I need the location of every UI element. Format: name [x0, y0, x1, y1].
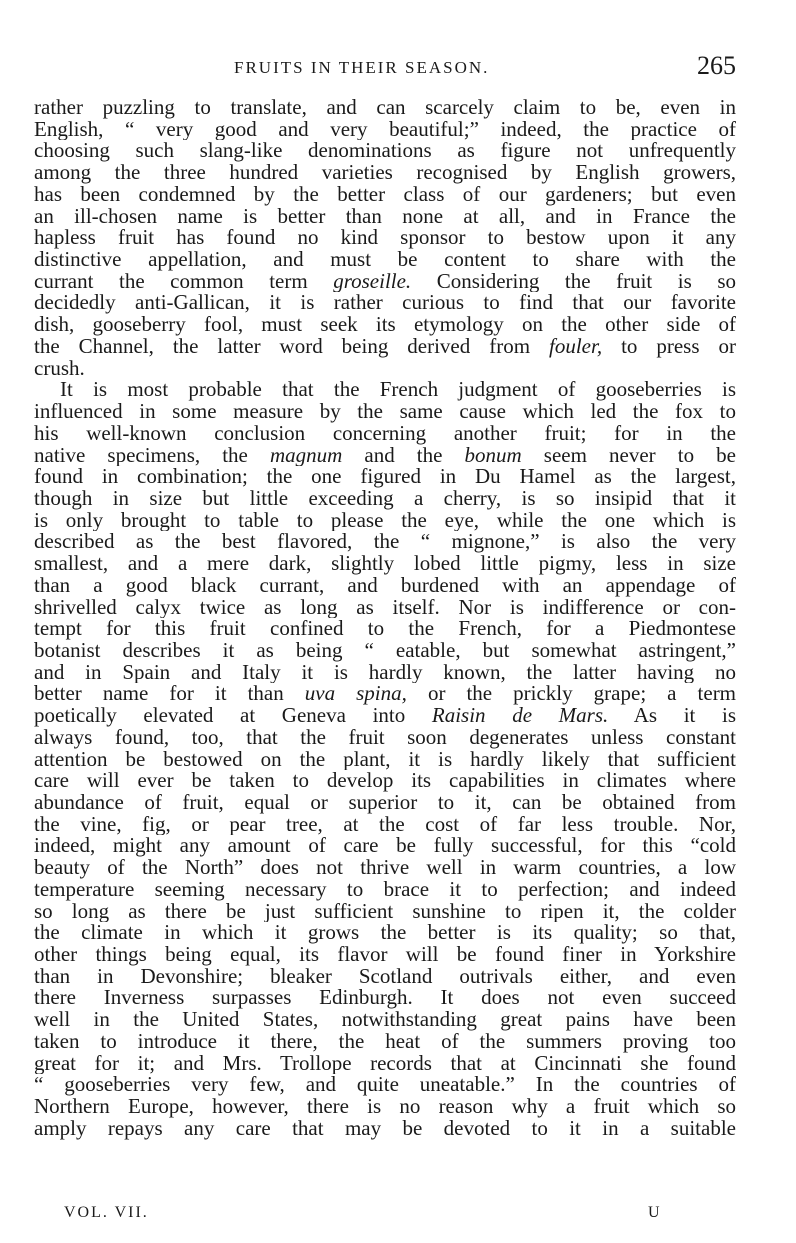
text-line [34, 336, 736, 358]
text-line: Northern Europe, however, there is no reason why a fruit which so [34, 1096, 736, 1118]
text-line: and in Spain and Italy it is hardly known, the latter having no [34, 661, 736, 684]
text-run: better name for it than [34, 683, 305, 706]
text-line: distinctive appellation, and must be content to share with the [34, 249, 736, 271]
book-page [34, 0, 736, 1243]
text-line [34, 683, 736, 705]
page-number: 265 [697, 51, 736, 80]
text-line: “ gooseberries very few, and quite uneatable.” In the countries of [34, 1074, 736, 1097]
text-run: and the [342, 444, 465, 467]
text-line: care will ever be taken to develop its capabilities in climates where [34, 770, 736, 792]
text-line: great for it; and Mrs. Trollope records that at Cincinnati she found [34, 1052, 736, 1075]
text-line: It is most probable that the French judgment of gooseberries is [60, 379, 736, 402]
text-line: than in Devonshire; bleaker Scotland outrivals either, and even [34, 965, 736, 988]
text-line: other things being equal, its flavor will be found finer in Yorkshire [34, 944, 736, 966]
text-line: an ill-chosen name is better than none at all, and in France the [34, 205, 736, 228]
text-line: well in the United States, notwithstanding great pains have been [34, 1009, 736, 1031]
text-line: decidedly anti-Gallican, it is rather curious to find that our favorite [34, 292, 736, 315]
italic-term: groseille. [333, 270, 412, 293]
text-line: the vine, fig, or pear tree, at the cost of far less trouble. Nor, [34, 813, 736, 836]
text-line: always found, too, that the fruit soon degenerates unless constant [34, 726, 736, 749]
text-run: to press or [602, 335, 736, 358]
text-line: rather puzzling to translate, and can scarcely claim to be, even in [34, 97, 736, 119]
text-line: there Inverness surpasses Edinburgh. It does not even succeed [34, 987, 736, 1010]
text-line: influenced in some measure by the same cause which led the fox to [34, 401, 736, 423]
text-run: native specimens, the [34, 444, 270, 467]
text-line: his well-known conclusion concerning another fruit; for in the [34, 422, 736, 445]
text-line: among the three hundred varieties recognised by English growers, [34, 162, 736, 184]
text-line: smallest, and a mere dark, slightly lobed little pigmy, less in size [34, 553, 736, 575]
text-line: temperature seeming necessary to brace it to perfection; and indeed [34, 878, 736, 901]
text-line [34, 705, 736, 727]
text-line: than a good black currant, and burdened with an appendage of [34, 574, 736, 597]
italic-term: bonum [464, 444, 522, 467]
text-line: tempt for this fruit confined to the French, for a Piedmontese [34, 618, 736, 640]
text-line: botanist describes it as being “ eatable, but somewhat astringent,” [34, 639, 736, 662]
text-line: indeed, might any amount of care be fully successful, for this “cold [34, 835, 736, 858]
text-line: so long as there be just sufficient sunshine to ripen it, the colder [34, 900, 736, 923]
text-run: seem never to be [521, 444, 736, 467]
text-line: dish, gooseberry fool, must seek its etymology on the other side of [34, 314, 736, 336]
volume-signature: VOL. VII. [64, 1204, 149, 1221]
text-line [34, 445, 736, 467]
text-line: abundance of fruit, equal or superior to it, can be obtained from [34, 792, 736, 814]
text-line: English, “ very good and very beautiful;” indeed, the practice of [34, 118, 736, 141]
text-line: found in combination; the one figured in Du Hamel as the largest, [34, 466, 736, 488]
text-run: the Channel, the latter word being derived from [34, 335, 550, 358]
text-line: has been condemned by the better class of our gardeners; but even [34, 183, 736, 206]
text-line: described as the best flavored, the “ mignone,” is also the very [34, 531, 736, 554]
text-line: choosing such slang-like denominations as figure not unfrequently [34, 140, 736, 163]
text-line: the climate in which it grows the better is its quality; so that, [34, 922, 736, 945]
running-head [34, 46, 736, 86]
text-line: amply repays any care that may be devoted to it in a suitable [34, 1117, 736, 1140]
body-text [34, 97, 736, 1140]
gathering-signature: U [648, 1204, 660, 1221]
italic-term: uva spina, [304, 683, 407, 706]
italic-term: fouler, [549, 335, 603, 358]
text-line: attention be bestowed on the plant, it is hardly likely that sufficient [34, 748, 736, 771]
running-title: FRUITS IN THEIR SEASON. [234, 58, 490, 77]
text-run: As it is [608, 705, 736, 727]
italic-term: Raisin de Mars. [431, 705, 609, 727]
text-line: hapless fruit has found no kind sponsor to bestow upon it any [34, 227, 736, 250]
text-run: Considering the fruit is so [411, 270, 736, 293]
text-line: is only brought to table to please the eye, while the one which is [34, 509, 736, 532]
text-line: though in size but little exceeding a cherry, is so insipid that it [34, 487, 736, 510]
text-line: beauty of the North” does not thrive well in warm countries, a low [34, 857, 736, 879]
text-line: taken to introduce it there, the heat of the summers proving too [34, 1030, 736, 1053]
italic-term: magnum [269, 444, 343, 467]
text-line [34, 271, 736, 293]
text-run: poetically elevated at Geneva into [34, 705, 432, 727]
text-run: or the prickly grape; a term [406, 683, 736, 706]
text-run: currant the common term [34, 270, 334, 293]
page-footer [34, 1204, 736, 1230]
text-line: crush. [34, 357, 85, 380]
text-line: shrivelled calyx twice as long as itself. Nor is indifference or con- [34, 596, 736, 619]
